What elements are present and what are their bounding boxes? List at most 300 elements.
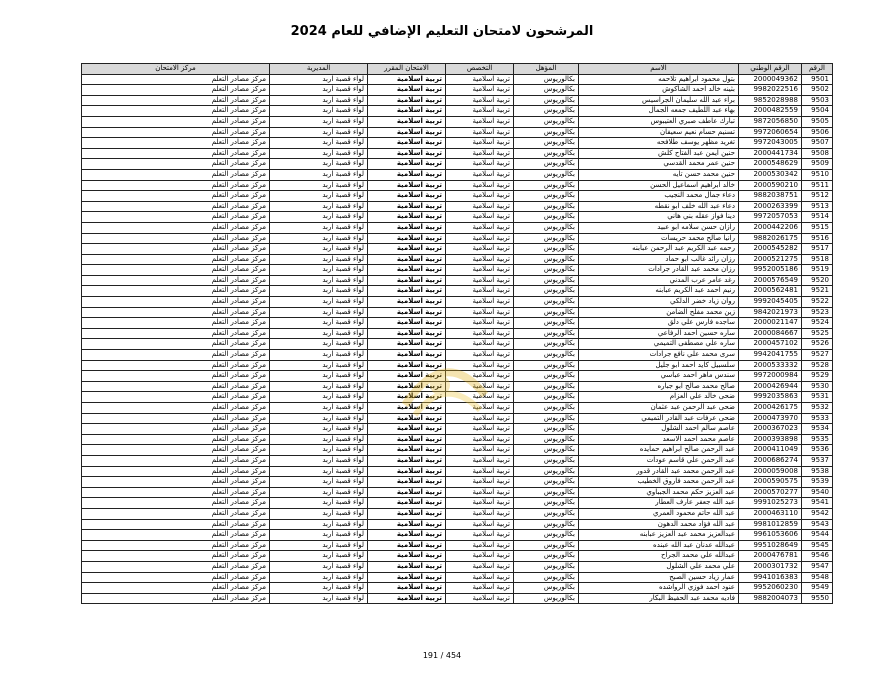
cell-national-id: 2000530342 (739, 169, 802, 180)
cell-exam: تربية اسلامية (368, 455, 446, 466)
cell-directorate: لواء قصبة اربد (270, 254, 368, 265)
cell-seq: 9532 (802, 403, 833, 414)
cell-directorate: لواء قصبة اربد (270, 551, 368, 562)
cell-directorate: لواء قصبة اربد (270, 572, 368, 583)
cell-specialization: تربية اسلامية (446, 169, 514, 180)
table-row (82, 275, 833, 286)
table-row (82, 328, 833, 339)
cell-name: عبد الرحمن محمد عبد القادر قدور (579, 466, 739, 477)
cell-center: مركز مصادر التعلم (82, 540, 270, 551)
cell-name: حنين ايمن عبد الفتاح كلش (579, 148, 739, 159)
cell-specialization: تربية اسلامية (446, 583, 514, 594)
cell-center: مركز مصادر التعلم (82, 191, 270, 202)
header-seq: الرقم (802, 64, 833, 75)
cell-exam: تربية اسلامية (368, 265, 446, 276)
cell-specialization: تربية اسلامية (446, 350, 514, 361)
cell-exam: تربية اسلامية (368, 138, 446, 149)
cell-seq: 9520 (802, 275, 833, 286)
table-row (82, 392, 833, 403)
header-center: مركز الامتحان (82, 64, 270, 75)
cell-center: مركز مصادر التعلم (82, 572, 270, 583)
cell-national-id: 9882004073 (739, 593, 802, 604)
cell-name: براء عبد الله سليمان الجراسيس (579, 95, 739, 106)
cell-qualification: بكالوريوس (514, 180, 579, 191)
cell-seq: 9534 (802, 424, 833, 435)
cell-seq: 9541 (802, 498, 833, 509)
cell-national-id: 2000473970 (739, 413, 802, 424)
cell-specialization: تربية اسلامية (446, 254, 514, 265)
cell-qualification: بكالوريوس (514, 498, 579, 509)
table-row (82, 498, 833, 509)
cell-qualification: بكالوريوس (514, 371, 579, 382)
header-exam: الامتحان المقرر (368, 64, 446, 75)
cell-seq: 9508 (802, 148, 833, 159)
cell-name: فاديه محمد عبد الحفيظ البكار (579, 593, 739, 604)
cell-seq: 9523 (802, 307, 833, 318)
cell-directorate: لواء قصبة اربد (270, 222, 368, 233)
cell-qualification: بكالوريوس (514, 244, 579, 255)
cell-name: حنين عمر محمد القدسي (579, 159, 739, 170)
cell-qualification: بكالوريوس (514, 477, 579, 488)
cell-directorate: لواء قصبة اربد (270, 561, 368, 572)
cell-seq: 9519 (802, 265, 833, 276)
cell-national-id: 9992045405 (739, 297, 802, 308)
table-row (82, 74, 833, 85)
cell-exam: تربية اسلامية (368, 233, 446, 244)
cell-name: عبدالله عدنان عبد الله عبنده (579, 540, 739, 551)
cell-seq: 9533 (802, 413, 833, 424)
table-row (82, 191, 833, 202)
cell-national-id: 2000590210 (739, 180, 802, 191)
cell-directorate: لواء قصبة اربد (270, 455, 368, 466)
cell-exam: تربية اسلامية (368, 445, 446, 456)
cell-seq: 9509 (802, 159, 833, 170)
cell-exam: تربية اسلامية (368, 95, 446, 106)
cell-national-id: 9942041755 (739, 350, 802, 361)
cell-directorate: لواء قصبة اربد (270, 180, 368, 191)
cell-national-id: 2000301732 (739, 561, 802, 572)
cell-name: ضحى عرفات عبد القادر التميمي (579, 413, 739, 424)
cell-center: مركز مصادر التعلم (82, 455, 270, 466)
cell-specialization: تربية اسلامية (446, 222, 514, 233)
cell-national-id: 9972043005 (739, 138, 802, 149)
table-row (82, 148, 833, 159)
cell-specialization: تربية اسلامية (446, 413, 514, 424)
cell-center: مركز مصادر التعلم (82, 477, 270, 488)
cell-national-id: 2000411049 (739, 445, 802, 456)
cell-qualification: بكالوريوس (514, 116, 579, 127)
cell-specialization: تربية اسلامية (446, 95, 514, 106)
cell-qualification: بكالوريوس (514, 307, 579, 318)
cell-name: ساره علي مصطفى التميمي (579, 339, 739, 350)
cell-qualification: بكالوريوس (514, 222, 579, 233)
cell-name: عنود احمد فوزي الرواشده (579, 583, 739, 594)
header-name: الاسم (579, 64, 739, 75)
cell-directorate: لواء قصبة اربد (270, 127, 368, 138)
cell-seq: 9507 (802, 138, 833, 149)
cell-specialization: تربية اسلامية (446, 275, 514, 286)
cell-name: رحمه عبد الكريم عبد الرحمن عبابنه (579, 244, 739, 255)
cell-qualification: بكالوريوس (514, 265, 579, 276)
cell-national-id: 2000570277 (739, 487, 802, 498)
cell-national-id: 2000457102 (739, 339, 802, 350)
cell-center: مركز مصادر التعلم (82, 222, 270, 233)
table-row (82, 466, 833, 477)
cell-exam: تربية اسلامية (368, 286, 446, 297)
cell-seq: 9505 (802, 116, 833, 127)
cell-exam: تربية اسلامية (368, 413, 446, 424)
cell-national-id: 9952005186 (739, 265, 802, 276)
cell-qualification: بكالوريوس (514, 540, 579, 551)
cell-qualification: بكالوريوس (514, 127, 579, 138)
cell-specialization: تربية اسلامية (446, 148, 514, 159)
table-row (82, 403, 833, 414)
cell-center: مركز مصادر التعلم (82, 392, 270, 403)
cell-national-id: 9941016383 (739, 572, 802, 583)
cell-specialization: تربية اسلامية (446, 530, 514, 541)
cell-center: مركز مصادر التعلم (82, 445, 270, 456)
cell-directorate: لواء قصبة اربد (270, 275, 368, 286)
cell-center: مركز مصادر التعلم (82, 561, 270, 572)
cell-directorate: لواء قصبة اربد (270, 477, 368, 488)
cell-specialization: تربية اسلامية (446, 339, 514, 350)
cell-name: رزان محمد عبد القادر جرادات (579, 265, 739, 276)
cell-name: زين محمد مفلح الضامن (579, 307, 739, 318)
cell-exam: تربية اسلامية (368, 275, 446, 286)
cell-name: صالح محمد صالح ابو جباره (579, 381, 739, 392)
cell-name: بتول محمود ابراهيم تلاحمه (579, 74, 739, 85)
cell-specialization: تربية اسلامية (446, 265, 514, 276)
cell-national-id: 9991025273 (739, 498, 802, 509)
cell-directorate: لواء قصبة اربد (270, 244, 368, 255)
cell-qualification: بكالوريوس (514, 519, 579, 530)
cell-qualification: بكالوريوس (514, 392, 579, 403)
cell-name: بهاء عبد اللطيف جمعه الجمال (579, 106, 739, 117)
cell-qualification: بكالوريوس (514, 381, 579, 392)
cell-exam: تربية اسلامية (368, 85, 446, 96)
cell-national-id: 2000686274 (739, 455, 802, 466)
cell-exam: تربية اسلامية (368, 169, 446, 180)
cell-specialization: تربية اسلامية (446, 307, 514, 318)
cell-qualification: بكالوريوس (514, 350, 579, 361)
cell-directorate: لواء قصبة اربد (270, 138, 368, 149)
cell-seq: 9514 (802, 212, 833, 223)
cell-directorate: لواء قصبة اربد (270, 413, 368, 424)
cell-center: مركز مصادر التعلم (82, 307, 270, 318)
cell-national-id: 2000533332 (739, 360, 802, 371)
cell-center: مركز مصادر التعلم (82, 148, 270, 159)
cell-qualification: بكالوريوس (514, 138, 579, 149)
cell-center: مركز مصادر التعلم (82, 360, 270, 371)
table-row (82, 95, 833, 106)
cell-national-id: 2000482559 (739, 106, 802, 117)
cell-seq: 9542 (802, 508, 833, 519)
cell-specialization: تربية اسلامية (446, 540, 514, 551)
cell-exam: تربية اسلامية (368, 508, 446, 519)
table-row (82, 318, 833, 329)
cell-seq: 9539 (802, 477, 833, 488)
cell-name: عمار زياد حسين الصبح (579, 572, 739, 583)
cell-seq: 9524 (802, 318, 833, 329)
cell-name: رانيا صالح محمد حريسات (579, 233, 739, 244)
cell-national-id: 2000545282 (739, 244, 802, 255)
cell-center: مركز مصادر التعلم (82, 254, 270, 265)
cell-specialization: تربية اسلامية (446, 572, 514, 583)
cell-qualification: بكالوريوس (514, 297, 579, 308)
cell-seq: 9531 (802, 392, 833, 403)
cell-specialization: تربية اسلامية (446, 392, 514, 403)
cell-qualification: بكالوريوس (514, 233, 579, 244)
cell-national-id: 2000441734 (739, 148, 802, 159)
cell-exam: تربية اسلامية (368, 307, 446, 318)
cell-center: مركز مصادر التعلم (82, 350, 270, 361)
cell-qualification: بكالوريوس (514, 74, 579, 85)
cell-exam: تربية اسلامية (368, 498, 446, 509)
cell-directorate: لواء قصبة اربد (270, 498, 368, 509)
cell-name: رنيم احمد عبد الكريم عبابنه (579, 286, 739, 297)
table-body (82, 74, 833, 604)
cell-directorate: لواء قصبة اربد (270, 318, 368, 329)
table-row (82, 350, 833, 361)
cell-national-id: 9872056850 (739, 116, 802, 127)
cell-center: مركز مصادر التعلم (82, 201, 270, 212)
cell-center: مركز مصادر التعلم (82, 593, 270, 604)
cell-name: عبدالعزيز محمد عبد العزيز عبابنه (579, 530, 739, 541)
cell-name: عبد العزيز حكم محمد الجبباوي (579, 487, 739, 498)
cell-specialization: تربية اسلامية (446, 519, 514, 530)
page-title: المرشحون لامتحان التعليم الإضافي للعام 2024 (290, 24, 594, 39)
cell-center: مركز مصادر التعلم (82, 328, 270, 339)
cell-qualification: بكالوريوس (514, 487, 579, 498)
cell-national-id: 9982022516 (739, 85, 802, 96)
table-row (82, 286, 833, 297)
cell-directorate: لواء قصبة اربد (270, 508, 368, 519)
cell-qualification: بكالوريوس (514, 403, 579, 414)
cell-name: رازان حسن سلامه ابو عبيد (579, 222, 739, 233)
cell-directorate: لواء قصبة اربد (270, 371, 368, 382)
table-row (82, 106, 833, 117)
cell-seq: 9544 (802, 530, 833, 541)
cell-qualification: بكالوريوس (514, 572, 579, 583)
cell-directorate: لواء قصبة اربد (270, 148, 368, 159)
table-row (82, 413, 833, 424)
cell-national-id: 2000393898 (739, 434, 802, 445)
cell-exam: تربية اسلامية (368, 191, 446, 202)
cell-center: مركز مصادر التعلم (82, 127, 270, 138)
cell-specialization: تربية اسلامية (446, 297, 514, 308)
cell-exam: تربية اسلامية (368, 222, 446, 233)
table-row (82, 138, 833, 149)
cell-exam: تربية اسلامية (368, 593, 446, 604)
cell-center: مركز مصادر التعلم (82, 106, 270, 117)
cell-exam: تربية اسلامية (368, 159, 446, 170)
cell-specialization: تربية اسلامية (446, 74, 514, 85)
table-row (82, 297, 833, 308)
cell-name: خالد ابراهيم اسماعيل الحسن (579, 180, 739, 191)
cell-name: عبدالله علي محمد الجراح (579, 551, 739, 562)
cell-center: مركز مصادر التعلم (82, 519, 270, 530)
cell-name: عبد الله جعفر عارف العطار (579, 498, 739, 509)
cell-national-id: 9882026175 (739, 233, 802, 244)
cell-name: تبارك عاطف صبري العتيبوس (579, 116, 739, 127)
cell-exam: تربية اسلامية (368, 561, 446, 572)
cell-national-id: 2000521275 (739, 254, 802, 265)
cell-exam: تربية اسلامية (368, 551, 446, 562)
cell-exam: تربية اسلامية (368, 487, 446, 498)
cell-exam: تربية اسلامية (368, 360, 446, 371)
cell-center: مركز مصادر التعلم (82, 318, 270, 329)
cell-directorate: لواء قصبة اربد (270, 297, 368, 308)
table-row (82, 445, 833, 456)
cell-name: سندس ماهر احمد عباسي (579, 371, 739, 382)
cell-seq: 9510 (802, 169, 833, 180)
cell-exam: تربية اسلامية (368, 297, 446, 308)
cell-specialization: تربية اسلامية (446, 434, 514, 445)
cell-qualification: بكالوريوس (514, 254, 579, 265)
cell-specialization: تربية اسلامية (446, 116, 514, 127)
cell-center: مركز مصادر التعلم (82, 85, 270, 96)
cell-seq: 9501 (802, 74, 833, 85)
cell-center: مركز مصادر التعلم (82, 95, 270, 106)
cell-name: دعاء جمال محمد النجيب (579, 191, 739, 202)
header-national-id: الرقم الوطني (739, 64, 802, 75)
cell-seq: 9511 (802, 180, 833, 191)
cell-exam: تربية اسلامية (368, 583, 446, 594)
cell-name: ضحى عبد الرحمن عبد عثمان (579, 403, 739, 414)
cell-qualification: بكالوريوس (514, 85, 579, 96)
cell-qualification: بكالوريوس (514, 508, 579, 519)
cell-name: عبد الله حاتم محمود العمري (579, 508, 739, 519)
cell-exam: تربية اسلامية (368, 106, 446, 117)
cell-directorate: لواء قصبة اربد (270, 360, 368, 371)
table-row (82, 159, 833, 170)
cell-name: دعاء عبد الله خلف ابو نقطه (579, 201, 739, 212)
cell-national-id: 9882038751 (739, 191, 802, 202)
cell-name: ساره حسين احمد الرفاعي (579, 328, 739, 339)
table-row (82, 477, 833, 488)
cell-center: مركز مصادر التعلم (82, 286, 270, 297)
cell-center: مركز مصادر التعلم (82, 116, 270, 127)
cell-exam: تربية اسلامية (368, 318, 446, 329)
cell-qualification: بكالوريوس (514, 445, 579, 456)
cell-exam: تربية اسلامية (368, 212, 446, 223)
cell-national-id: 9852028988 (739, 95, 802, 106)
cell-national-id: 9992035863 (739, 392, 802, 403)
cell-center: مركز مصادر التعلم (82, 583, 270, 594)
cell-name: عبد الرحمن محمد فاروق الخطيب (579, 477, 739, 488)
cell-name: ساجده فارس علي دلق (579, 318, 739, 329)
cell-seq: 9517 (802, 244, 833, 255)
cell-directorate: لواء قصبة اربد (270, 265, 368, 276)
cell-directorate: لواء قصبة اربد (270, 286, 368, 297)
cell-specialization: تربية اسلامية (446, 403, 514, 414)
cell-national-id: 9972000984 (739, 371, 802, 382)
cell-name: حنين محمد حسن تايه (579, 169, 739, 180)
cell-name: علي محمد علي الشلول (579, 561, 739, 572)
cell-qualification: بكالوريوس (514, 328, 579, 339)
table-row (82, 85, 833, 96)
cell-specialization: تربية اسلامية (446, 201, 514, 212)
cell-qualification: بكالوريوس (514, 318, 579, 329)
cell-name: تسنيم حسام نعيم سعيفان (579, 127, 739, 138)
cell-qualification: بكالوريوس (514, 466, 579, 477)
cell-directorate: لواء قصبة اربد (270, 85, 368, 96)
cell-directorate: لواء قصبة اربد (270, 392, 368, 403)
cell-center: مركز مصادر التعلم (82, 371, 270, 382)
cell-center: مركز مصادر التعلم (82, 74, 270, 85)
cell-specialization: تربية اسلامية (446, 127, 514, 138)
cell-directorate: لواء قصبة اربد (270, 424, 368, 435)
cell-exam: تربية اسلامية (368, 403, 446, 414)
cell-specialization: تربية اسلامية (446, 561, 514, 572)
cell-specialization: تربية اسلامية (446, 371, 514, 382)
cell-specialization: تربية اسلامية (446, 244, 514, 255)
cell-center: مركز مصادر التعلم (82, 339, 270, 350)
cell-exam: تربية اسلامية (368, 328, 446, 339)
cell-specialization: تربية اسلامية (446, 477, 514, 488)
cell-seq: 9521 (802, 286, 833, 297)
cell-specialization: تربية اسلامية (446, 360, 514, 371)
cell-directorate: لواء قصبة اربد (270, 212, 368, 223)
cell-seq: 9502 (802, 85, 833, 96)
cell-qualification: بكالوريوس (514, 275, 579, 286)
cell-national-id: 2000442206 (739, 222, 802, 233)
cell-exam: تربية اسلامية (368, 350, 446, 361)
cell-seq: 9506 (802, 127, 833, 138)
cell-qualification: بكالوريوس (514, 169, 579, 180)
cell-name: عبد الرحمن صالح ابراهيم حمايده (579, 445, 739, 456)
table-row (82, 540, 833, 551)
cell-center: مركز مصادر التعلم (82, 169, 270, 180)
cell-qualification: بكالوريوس (514, 95, 579, 106)
cell-directorate: لواء قصبة اربد (270, 191, 368, 202)
cell-seq: 9525 (802, 328, 833, 339)
cell-directorate: لواء قصبة اربد (270, 403, 368, 414)
cell-qualification: بكالوريوس (514, 106, 579, 117)
cell-qualification: بكالوريوس (514, 191, 579, 202)
cell-seq: 9535 (802, 434, 833, 445)
cell-directorate: لواء قصبة اربد (270, 116, 368, 127)
cell-national-id: 2000263399 (739, 201, 802, 212)
cell-qualification: بكالوريوس (514, 434, 579, 445)
table-row (82, 212, 833, 223)
cell-name: رغد عامر عرب المدني (579, 275, 739, 286)
cell-directorate: لواء قصبة اربد (270, 159, 368, 170)
cell-exam: تربية اسلامية (368, 116, 446, 127)
cell-specialization: تربية اسلامية (446, 466, 514, 477)
cell-seq: 9526 (802, 339, 833, 350)
cell-exam: تربية اسلامية (368, 180, 446, 191)
cell-directorate: لواء قصبة اربد (270, 519, 368, 530)
cell-directorate: لواء قصبة اربد (270, 530, 368, 541)
table-row (82, 572, 833, 583)
cell-center: مركز مصادر التعلم (82, 498, 270, 509)
cell-directorate: لواء قصبة اربد (270, 201, 368, 212)
cell-qualification: بكالوريوس (514, 148, 579, 159)
cell-center: مركز مصادر التعلم (82, 212, 270, 223)
cell-directorate: لواء قصبة اربد (270, 350, 368, 361)
cell-specialization: تربية اسلامية (446, 381, 514, 392)
cell-seq: 9528 (802, 360, 833, 371)
cell-national-id: 2000049362 (739, 74, 802, 85)
cell-national-id: 9952060230 (739, 583, 802, 594)
cell-specialization: تربية اسلامية (446, 508, 514, 519)
table-row (82, 233, 833, 244)
cell-specialization: تربية اسلامية (446, 328, 514, 339)
cell-seq: 9543 (802, 519, 833, 530)
cell-specialization: تربية اسلامية (446, 487, 514, 498)
cell-specialization: تربية اسلامية (446, 424, 514, 435)
